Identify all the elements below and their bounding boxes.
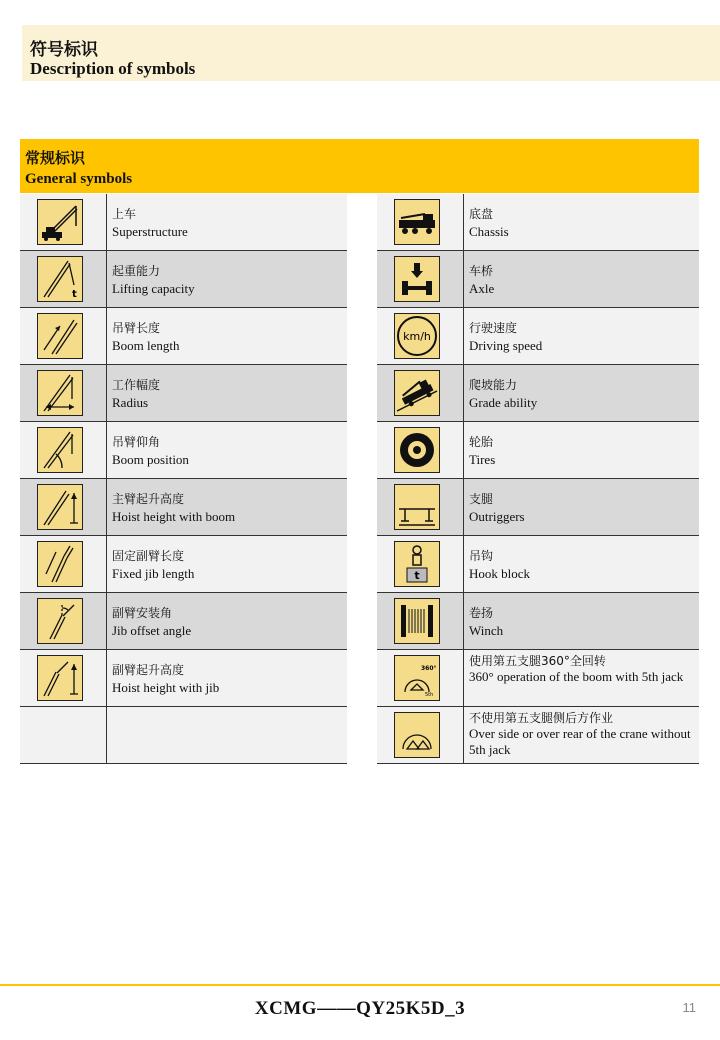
- symbol-label-zh: 吊臂仰角: [112, 435, 161, 449]
- outrigger-icon: [394, 484, 440, 530]
- symbol-label-zh: 卷扬: [469, 606, 494, 620]
- table-row: [20, 308, 347, 365]
- symbol-label-zh: 副臂安装角: [112, 606, 173, 620]
- table-row-empty: [20, 707, 347, 764]
- rotation-label: 360°: [421, 665, 437, 672]
- symbol-label-en: Grade ability: [469, 395, 538, 410]
- symbol-label-en: Chassis: [469, 224, 509, 239]
- symbol-label-zh: 不使用第五支腿侧后方作业: [469, 711, 614, 725]
- rotation-360-icon: [394, 655, 440, 701]
- fifth-jack-label: 5th: [425, 692, 434, 698]
- tire-icon: [394, 427, 440, 473]
- lifting-capacity-icon: [37, 256, 83, 302]
- section-header: [20, 139, 699, 193]
- boom-length-icon: [37, 313, 83, 359]
- symbol-label-zh: 主臂起升高度: [112, 492, 185, 506]
- symbol-label-zh: 吊钩: [469, 549, 494, 563]
- symbol-label-en: Hook block: [469, 566, 531, 581]
- speed-icon: [394, 313, 440, 359]
- symbol-label-en: Hoist height with jib: [112, 680, 220, 695]
- radius-icon: [37, 370, 83, 416]
- symbol-label-zh: 轮胎: [469, 435, 494, 449]
- symbol-label-en: Lifting capacity: [112, 281, 195, 296]
- symbol-label-en: Jib offset angle: [112, 623, 192, 638]
- table-row: [377, 308, 699, 365]
- table-row: [377, 536, 699, 593]
- symbol-label-zh: 行驶速度: [469, 321, 518, 335]
- boom-angle-icon: [37, 427, 83, 473]
- symbol-label-zh: 工作幅度: [112, 378, 161, 392]
- symbol-label-en: Superstructure: [112, 224, 188, 239]
- section-title-en: General symbols: [25, 171, 133, 187]
- symbol-label-zh: 吊臂长度: [112, 321, 161, 335]
- table-row: [377, 593, 699, 650]
- symbols-table-right: [377, 194, 699, 764]
- page-title-en: Description of symbols: [30, 59, 196, 78]
- symbol-label-zh: 底盘: [469, 207, 494, 221]
- page-number: 11: [682, 1000, 696, 1015]
- winch-icon: [394, 598, 440, 644]
- symbol-label-en: Radius: [112, 395, 149, 410]
- table-row: [20, 536, 347, 593]
- side-rear-icon: [394, 712, 440, 758]
- symbol-label-en: Tires: [469, 452, 496, 467]
- table-row: [377, 707, 699, 764]
- symbol-label-en: Boom position: [112, 452, 189, 467]
- table-row: [377, 194, 699, 251]
- page-title-zh: 符号标识: [30, 40, 98, 60]
- speed-unit: km/h: [403, 330, 431, 343]
- footer-title: XCMG——QY25K5D_3: [254, 998, 466, 1019]
- table-row: [377, 479, 699, 536]
- symbol-label-zh: 使用第五支腿360°全回转: [469, 654, 606, 668]
- table-row: [20, 650, 347, 707]
- symbol-label-en: Outriggers: [469, 509, 525, 524]
- symbol-label-zh: 副臂起升高度: [112, 663, 185, 677]
- jib-offset-icon: [37, 598, 83, 644]
- table-row: [377, 650, 699, 707]
- footer-divider: [0, 984, 720, 986]
- symbol-label-zh: 上车: [112, 207, 137, 221]
- symbol-label-en: Hoist height with boom: [112, 509, 236, 524]
- chassis-icon: [394, 199, 440, 245]
- table-row: [20, 479, 347, 536]
- page-header: [22, 25, 720, 81]
- hoist-height-jib-icon: [37, 655, 83, 701]
- symbol-label-en: Fixed jib length: [112, 566, 195, 581]
- symbol-label-en: Over side or over rear of the crane without 5th jack: [469, 726, 691, 757]
- grade-icon: [394, 370, 440, 416]
- hoist-height-boom-icon: [37, 484, 83, 530]
- symbol-label-en: Winch: [469, 623, 504, 638]
- symbol-label-zh: 车桥: [469, 264, 494, 278]
- table-row: [377, 251, 699, 308]
- table-row: [20, 593, 347, 650]
- table-row: [377, 422, 699, 479]
- crane-icon: [37, 199, 83, 245]
- symbol-label-zh: 支腿: [469, 492, 494, 506]
- table-row: [377, 365, 699, 422]
- symbol-label-en: 360° operation of the boom with 5th jack: [469, 669, 684, 684]
- table-row: [20, 365, 347, 422]
- table-row: [20, 422, 347, 479]
- symbol-label-zh: 固定副臂长度: [112, 549, 185, 563]
- section-title-zh: 常规标识: [25, 149, 86, 167]
- table-row: [20, 251, 347, 308]
- axle-icon: [394, 256, 440, 302]
- symbol-label-en: Axle: [469, 281, 495, 296]
- symbol-label-zh: 起重能力: [112, 264, 161, 278]
- symbols-table-left: [20, 194, 347, 764]
- symbol-label-zh: 爬坡能力: [469, 378, 518, 392]
- ton-letter: t: [414, 569, 420, 582]
- hook-icon: [394, 541, 440, 587]
- symbol-label-en: Driving speed: [469, 338, 543, 353]
- jib-length-icon: [37, 541, 83, 587]
- ton-letter: t: [72, 289, 77, 300]
- symbol-label-en: Boom length: [112, 338, 180, 353]
- table-row: [20, 194, 347, 251]
